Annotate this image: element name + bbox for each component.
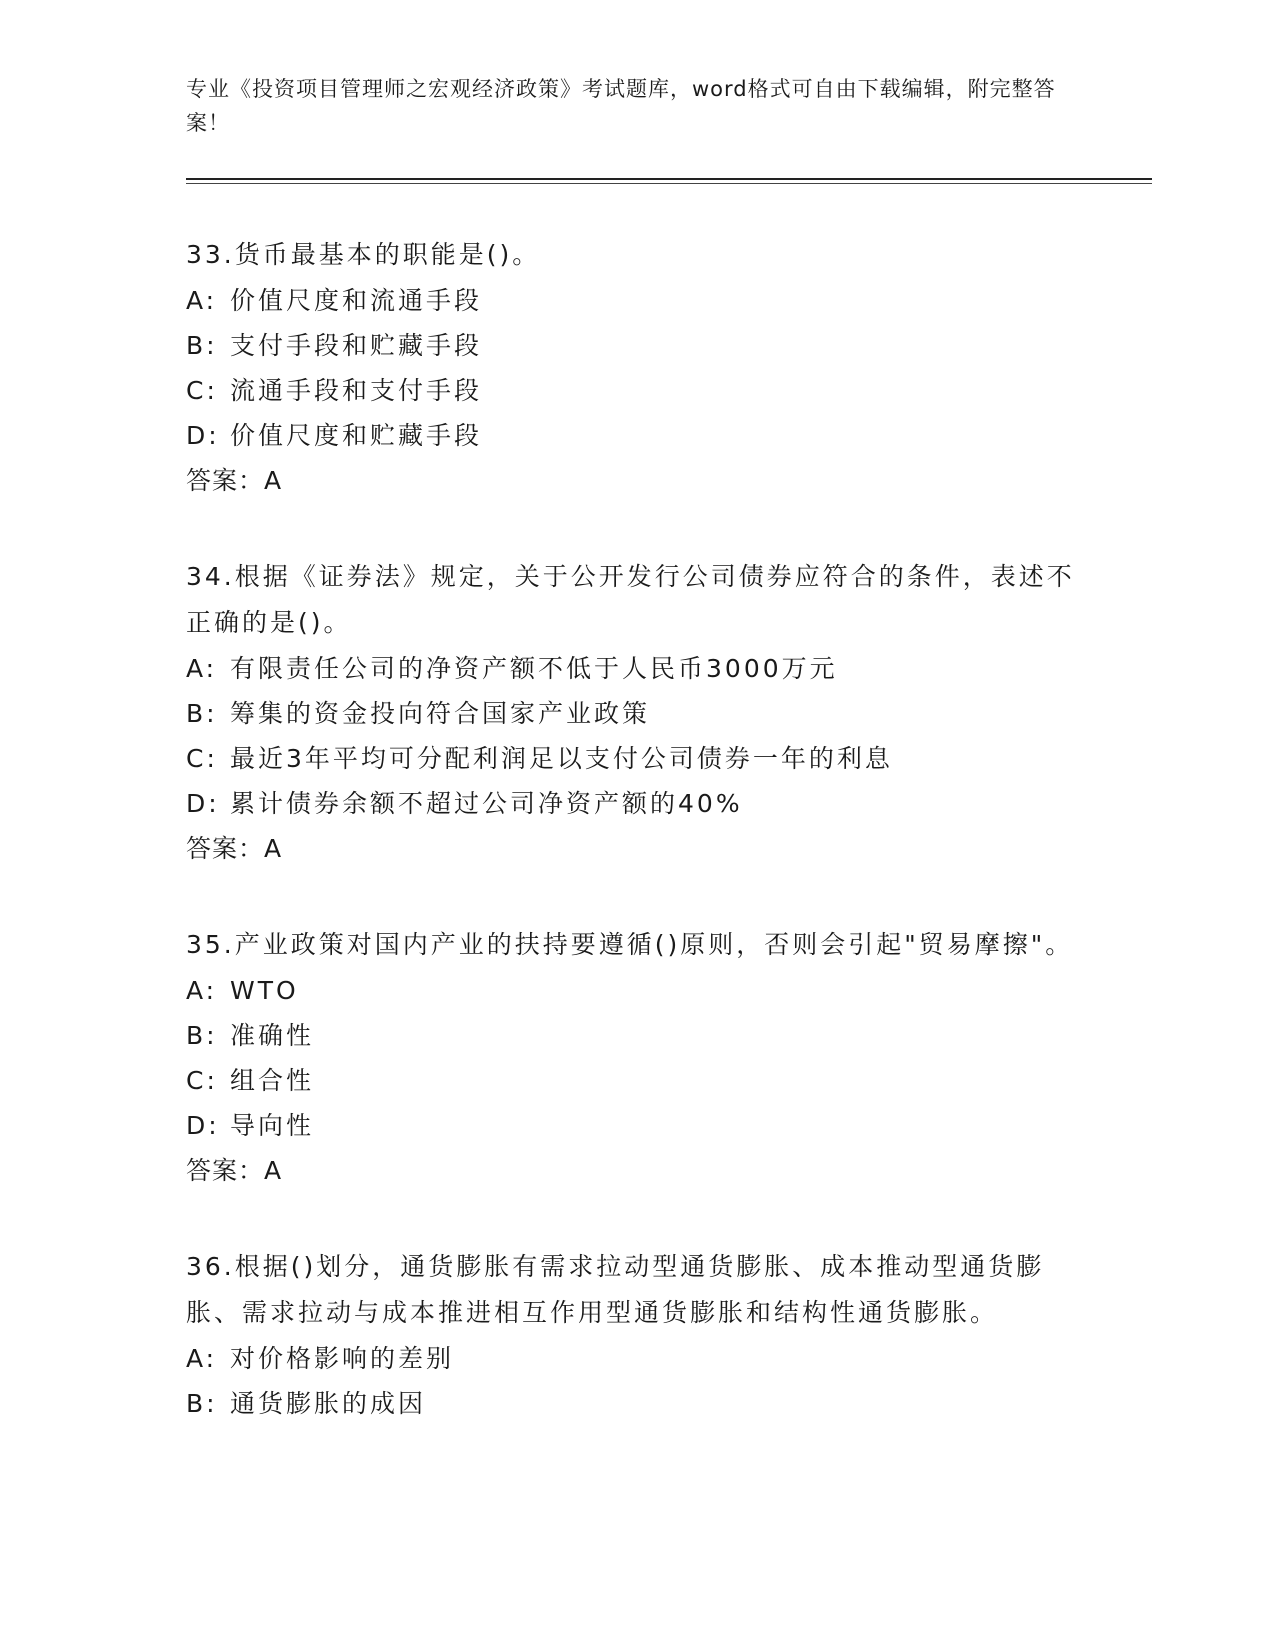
option-text: 价值尺度和流通手段 bbox=[230, 286, 483, 315]
option-a bbox=[186, 646, 1086, 691]
question-stem: 34.根据《证券法》规定，关于公开发行公司债券应符合的条件，表述不正确的是()。 bbox=[186, 562, 1075, 637]
option-key: A: bbox=[186, 1344, 218, 1373]
answer-line: 答案：A bbox=[186, 1156, 283, 1185]
question-list bbox=[186, 232, 1086, 1476]
option-text: 通货膨胀的成因 bbox=[230, 1389, 427, 1418]
option-c bbox=[186, 1058, 1086, 1103]
option-key: C: bbox=[186, 376, 218, 405]
option-c bbox=[186, 368, 1086, 413]
option-text: 累计债券余额不超过公司净资产额的40% bbox=[230, 789, 743, 818]
option-a bbox=[186, 278, 1086, 323]
option-a bbox=[186, 1336, 1086, 1381]
option-text: 流通手段和支付手段 bbox=[230, 376, 483, 405]
option-text: 组合性 bbox=[230, 1066, 315, 1095]
option-b bbox=[186, 1381, 1086, 1426]
option-text: 筹集的资金投向符合国家产业政策 bbox=[230, 699, 651, 728]
option-text: 最近3年平均可分配利润足以支付公司债券一年的利息 bbox=[230, 744, 893, 773]
option-b bbox=[186, 691, 1086, 736]
question-34 bbox=[186, 554, 1086, 872]
option-text: 对价格影响的差别 bbox=[230, 1344, 455, 1373]
option-c bbox=[186, 736, 1086, 781]
option-text: WTO bbox=[230, 976, 299, 1005]
option-key: D: bbox=[186, 789, 220, 818]
option-key: B: bbox=[186, 331, 218, 360]
option-text: 导向性 bbox=[230, 1111, 315, 1140]
option-a bbox=[186, 968, 1086, 1013]
option-d bbox=[186, 781, 1086, 826]
option-key: A: bbox=[186, 976, 218, 1005]
document-header: 专业《投资项目管理师之宏观经济政策》考试题库，word格式可自由下载编辑，附完整答案！ bbox=[186, 77, 1056, 135]
question-stem: 36.根据()划分，通货膨胀有需求拉动型通货膨胀、成本推动型通货膨胀、需求拉动与成本推进相互作用型通货膨胀和结构性通货膨胀。 bbox=[186, 1252, 1045, 1327]
question-33 bbox=[186, 232, 1086, 504]
option-key: B: bbox=[186, 1021, 218, 1050]
option-key: A: bbox=[186, 654, 218, 683]
option-d bbox=[186, 413, 1086, 458]
option-key: D: bbox=[186, 1111, 220, 1140]
option-key: C: bbox=[186, 744, 218, 773]
option-text: 价值尺度和贮藏手段 bbox=[230, 421, 483, 450]
option-b bbox=[186, 1013, 1086, 1058]
header-divider bbox=[186, 178, 1152, 180]
option-text: 有限责任公司的净资产额不低于人民币3000万元 bbox=[230, 654, 838, 683]
option-text: 准确性 bbox=[230, 1021, 315, 1050]
option-key: D: bbox=[186, 421, 220, 450]
answer-line: 答案：A bbox=[186, 834, 283, 863]
option-key: C: bbox=[186, 1066, 218, 1095]
header-divider-thin bbox=[186, 183, 1152, 184]
question-36 bbox=[186, 1244, 1086, 1426]
option-b bbox=[186, 323, 1086, 368]
option-key: A: bbox=[186, 286, 218, 315]
question-35 bbox=[186, 922, 1086, 1194]
question-stem: 33.货币最基本的职能是()。 bbox=[186, 240, 541, 269]
option-text: 支付手段和贮藏手段 bbox=[230, 331, 483, 360]
option-key: B: bbox=[186, 699, 218, 728]
question-stem: 35.产业政策对国内产业的扶持要遵循()原则，否则会引起"贸易摩擦"。 bbox=[186, 930, 1074, 959]
option-key: B: bbox=[186, 1389, 218, 1418]
answer-line: 答案：A bbox=[186, 466, 283, 495]
option-d bbox=[186, 1103, 1086, 1148]
